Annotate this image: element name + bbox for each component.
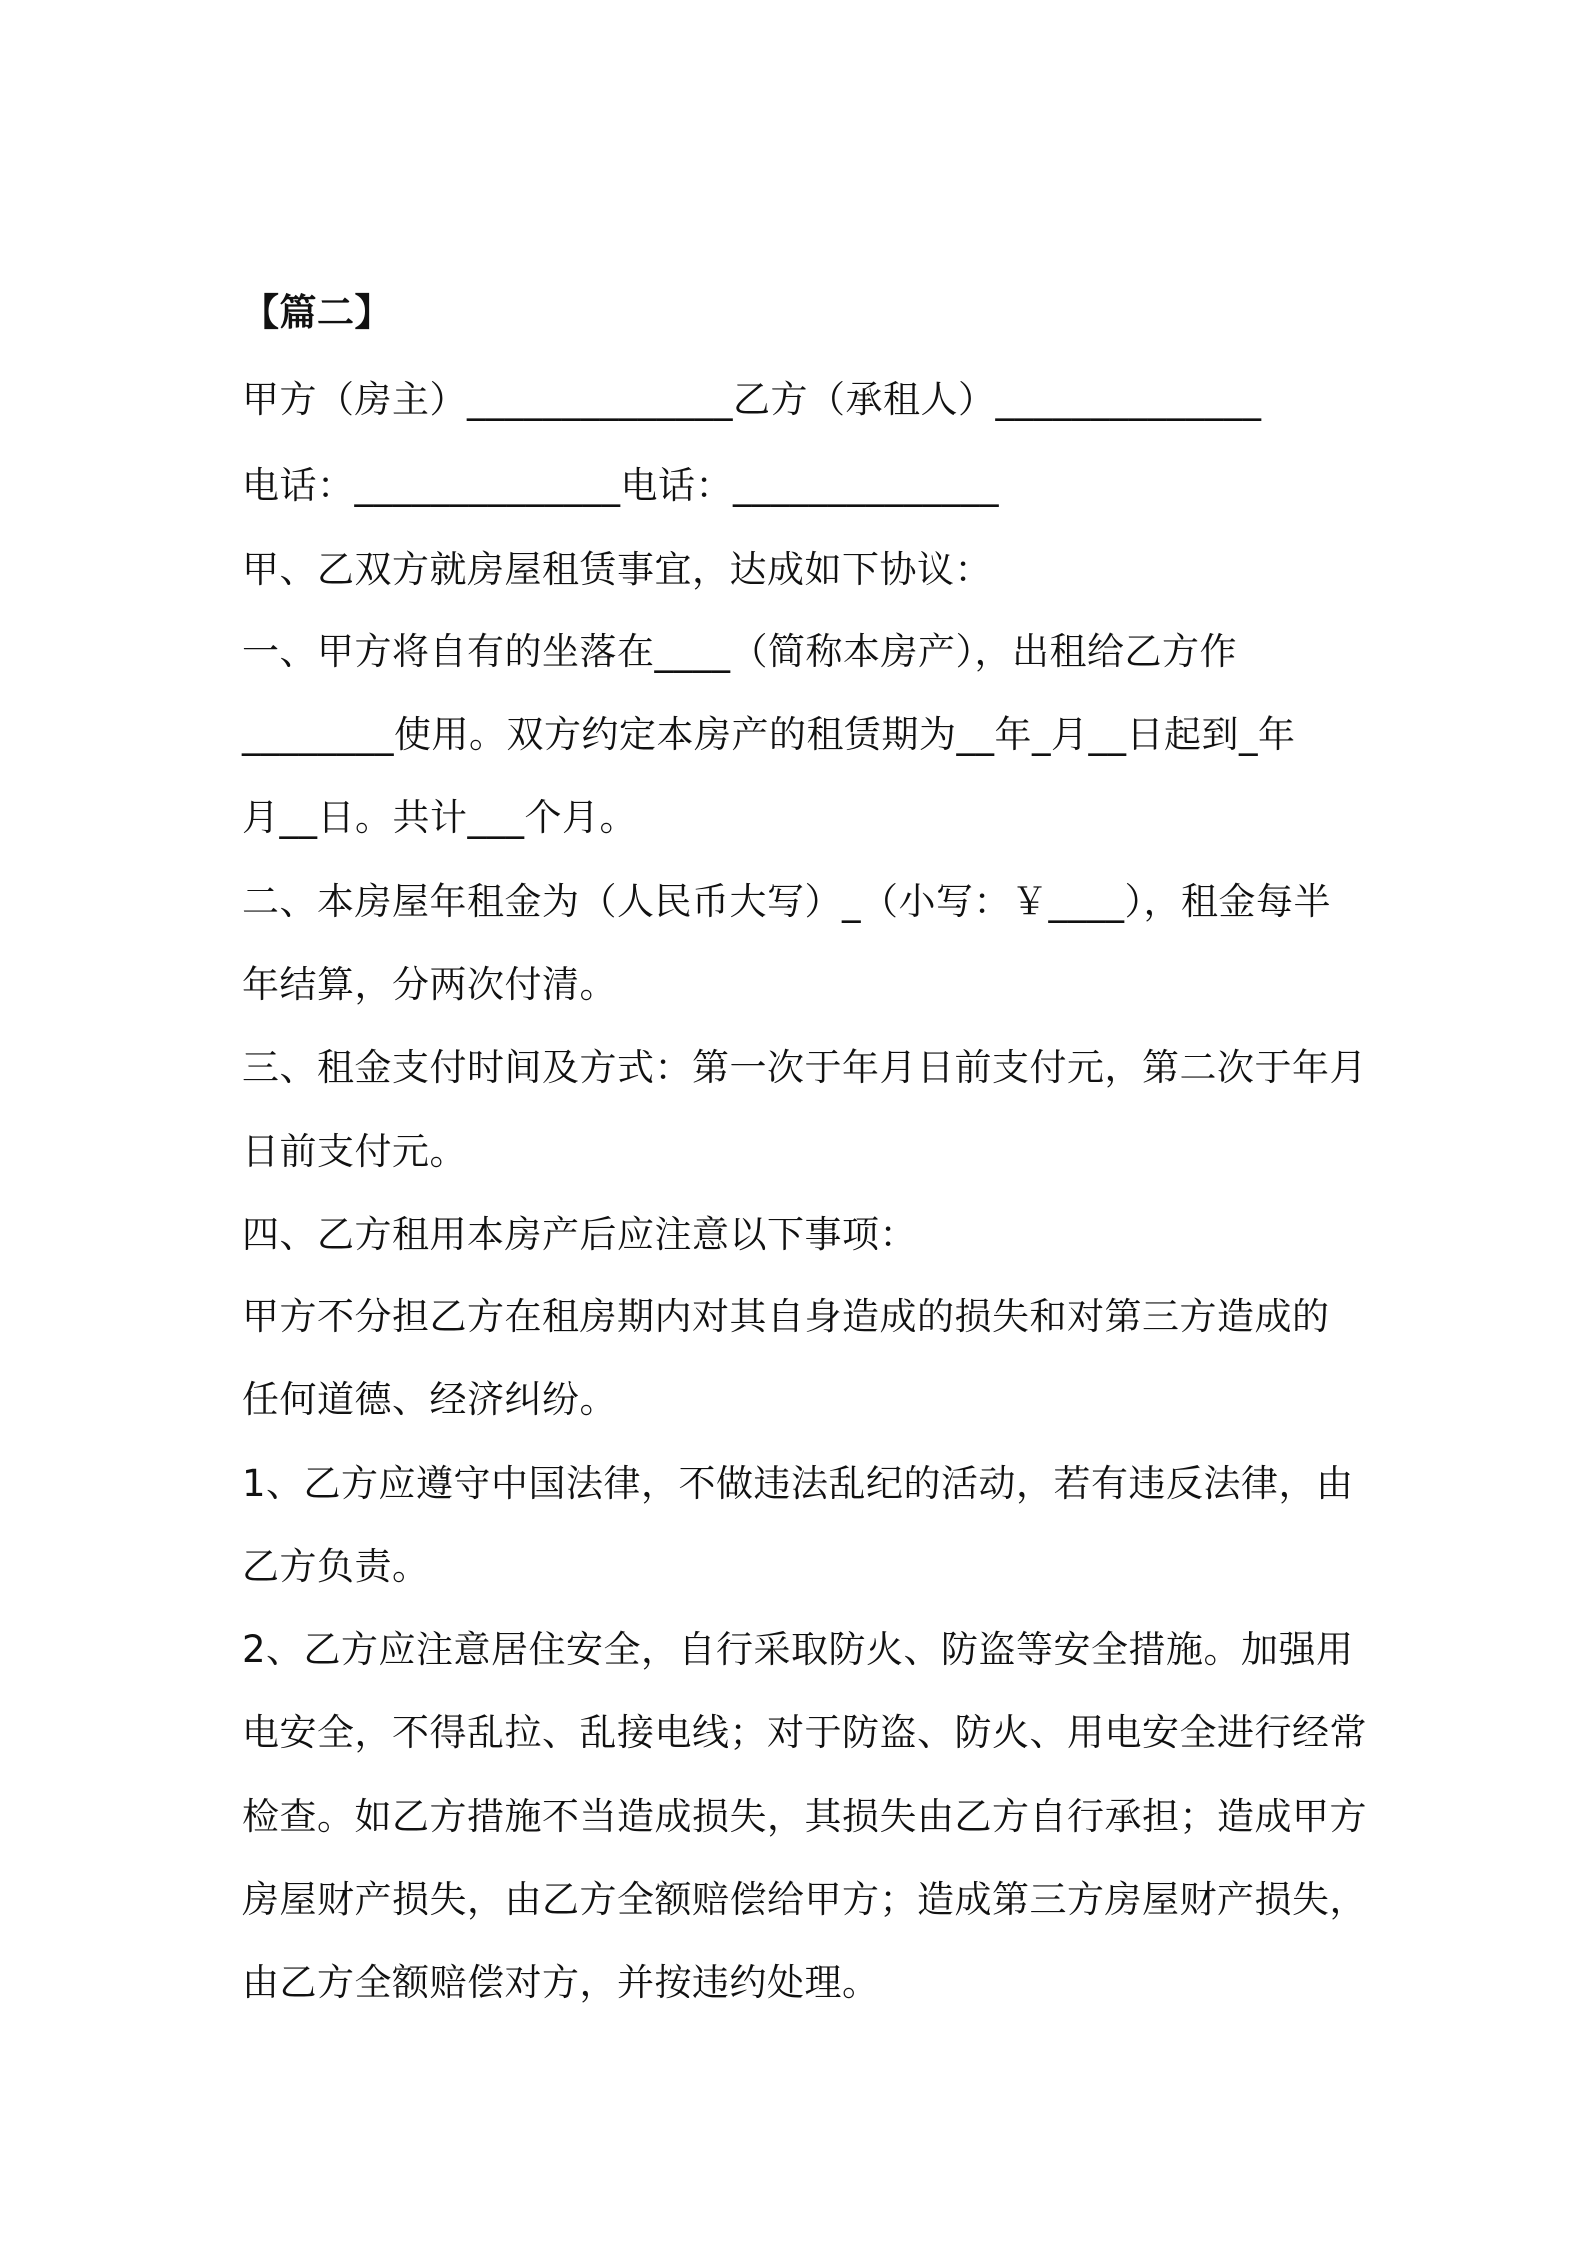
item-1-line-2: 乙方负责。 [242, 1545, 430, 1588]
item-2-line-4: 房屋财产损失，由乙方全额赔偿给甲方；造成第三方房屋财产损失， [242, 1878, 1367, 1921]
clause-2-line-2: 年结算，分两次付清。 [242, 963, 617, 1006]
clause-1-line-1: 一、甲方将自有的坐落在____（简称本房产），出租给乙方作 [242, 630, 1237, 673]
party-line: 甲方（房主）______________乙方（承租人）______________ [242, 378, 1262, 421]
item-2-line-5: 由乙方全额赔偿对方，并按违约处理。 [242, 1961, 880, 2004]
clause-1-line-2: ________使用。双方约定本房产的租赁期为__年_月__日起到_年 [242, 713, 1296, 756]
item-1-line-1: 1、乙方应遵守中国法律，不做违法乱纪的活动，若有违反法律，由 [242, 1462, 1354, 1505]
clause-4-text-line-2: 任何道德、经济纠纷。 [242, 1378, 617, 1421]
agreement-intro: 甲、乙双方就房屋租赁事宜，达成如下协议： [242, 548, 992, 591]
item-2-line-2: 电安全，不得乱拉、乱接电线；对于防盗、防火、用电安全进行经常 [242, 1711, 1367, 1754]
section-heading: 【篇二】 [242, 291, 392, 334]
clause-4-heading: 四、乙方租用本房产后应注意以下事项： [242, 1213, 917, 1256]
item-2-line-1: 2、乙方应注意居住安全，自行采取防火、防盗等安全措施。加强用 [242, 1628, 1354, 1671]
clause-4-text-line-1: 甲方不分担乙方在租房期内对其自身造成的损失和对第三方造成的 [242, 1295, 1330, 1338]
clause-3-line-2: 日前支付元。 [242, 1130, 467, 1173]
phone-line: 电话：______________电话：______________ [242, 464, 999, 507]
clause-1-line-3: 月__日。共计___个月。 [242, 796, 637, 839]
clause-3-line-1: 三、租金支付时间及方式：第一次于年月日前支付元，第二次于年月 [242, 1046, 1367, 1089]
clause-2-line-1: 二、本房屋年租金为（人民币大写）_（小写：￥____），租金每半 [242, 880, 1331, 923]
item-2-line-3: 检查。如乙方措施不当造成损失，其损失由乙方自行承担；造成甲方 [242, 1795, 1367, 1838]
